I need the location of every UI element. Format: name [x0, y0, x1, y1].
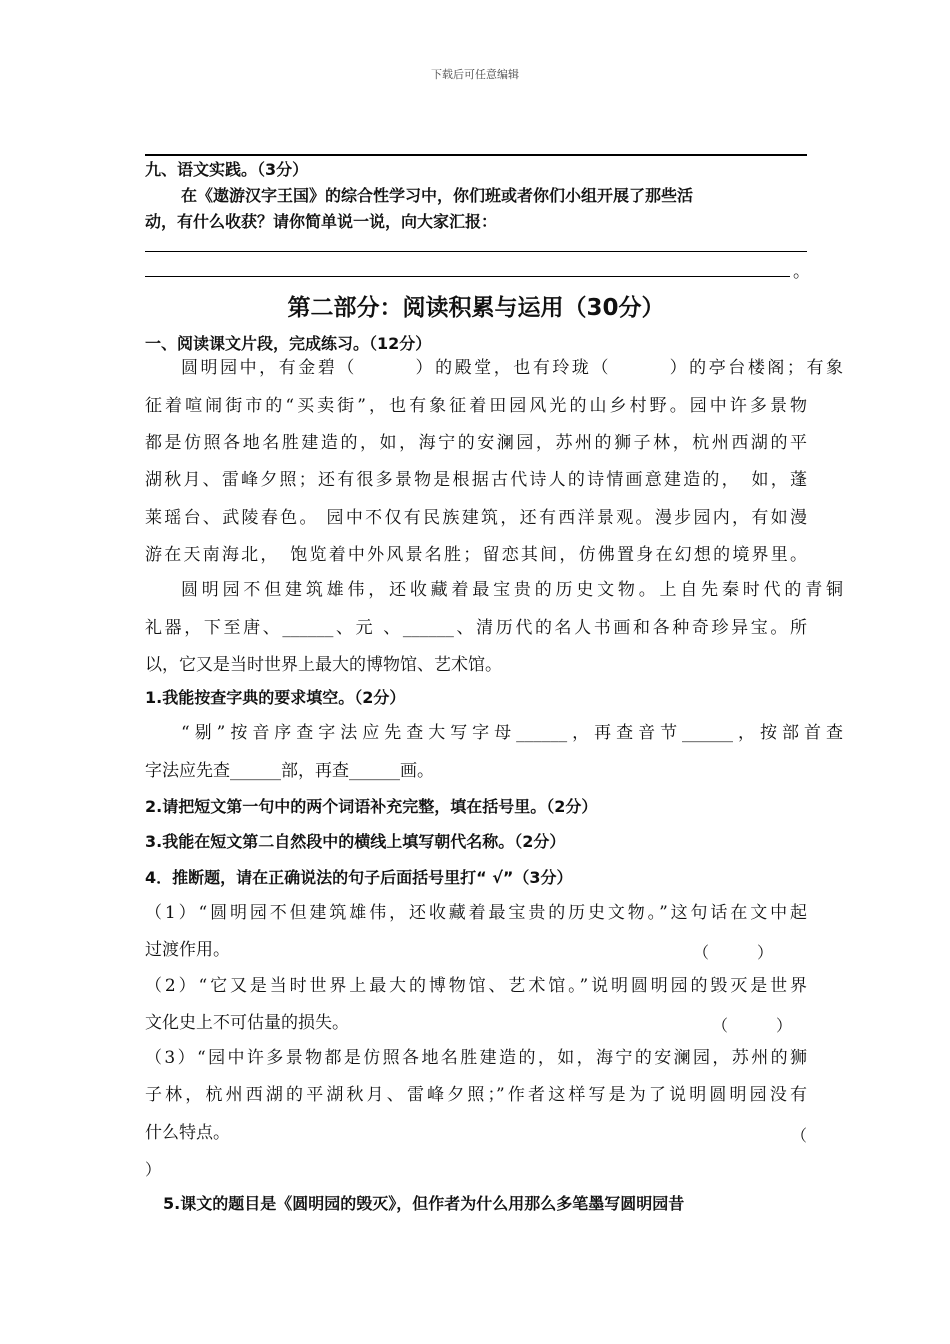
sub4-item1-answer-paren[interactable]: （ ） — [693, 943, 774, 962]
section9-prompt-line2: 动，有什么收获？请你简单说一说，向大家汇报： — [145, 212, 498, 231]
page-header-watermark: 下载后可任意编辑 — [431, 68, 519, 81]
sub4-item3-paren-close[interactable]: ） — [145, 1160, 162, 1179]
answer-line-2[interactable] — [145, 276, 790, 277]
q1-p2-line3: 以，它又是当时世界上最大的博物馆、艺术馆。 — [145, 655, 502, 675]
sub4-item2-answer-paren[interactable]: （ ） — [712, 1016, 793, 1035]
sub4-item2-line2: 文化史上不可估量的损失。 — [145, 1013, 349, 1033]
q1-p1-line2: 征着喧闹街市的“买卖街”，也有象征着田园风光的山乡村野。园中许多景物 — [145, 396, 807, 416]
sub4-item1-line2: 过渡作用。 — [145, 940, 230, 960]
sub5-heading: 5.课文的题目是《圆明园的毁灭》，但作者为什么用那么多笔墨写圆明园昔 — [163, 1194, 685, 1213]
q1-p1-line4: 湖秋月、雷峰夕照；还有很多景物是根据古代诗人的诗情画意建造的， 如，蓬 — [145, 470, 807, 490]
sub4-item3-line3: 什么特点。 — [145, 1123, 230, 1143]
answer-line-1[interactable] — [145, 251, 807, 252]
sub4-item2-line1: （2）“它又是当时世界上最大的博物馆、艺术馆。”说明圆明园的毁灭是世界 — [145, 976, 807, 996]
q1-p2-line1: 圆明园不但建筑雄伟，还收藏着最宝贵的历史文物。上自先秦时代的青铜 — [181, 580, 843, 600]
section9-prompt-line1: 在《遨游汉字王国》的综合性学习中，你们班或者你们小组开展了那些活 — [181, 186, 694, 205]
sub1-line2: 字法应先查______部，再查______画。 — [145, 761, 434, 781]
q1-p2-line2: 礼器，下至唐、______、元 、______、清历代的名人书画和各种奇珍异宝。所 — [145, 618, 807, 638]
answer-end-mark: 。 — [793, 262, 810, 282]
sub4-item3-line1: （3）“园中许多景物都是仿照各地名胜建造的，如，海宁的安澜园，苏州的狮 — [145, 1048, 807, 1068]
sub4-item3-paren-open[interactable]: （ — [791, 1126, 808, 1145]
sub1-line1: “剔”按音序查字法应先查大写字母______，再查音节______，按部首查 — [181, 723, 843, 743]
sub4-item3-line2: 子林，杭州西湖的平湖秋月、雷峰夕照；”作者这样写是为了说明圆明园没有 — [145, 1085, 807, 1105]
q1-p1-line3: 都是仿照各地名胜建造的，如，海宁的安澜园，苏州的狮子林，杭州西湖的平 — [145, 433, 807, 453]
sub4-item1-line1: （1）“圆明园不但建筑雄伟，还收藏着最宝贵的历史文物。”这句话在文中起 — [145, 903, 807, 923]
sub3-heading: 3.我能在短文第二自然段中的横线上填写朝代名称。（2分） — [145, 832, 566, 851]
q1-p1-line6: 游在天南海北， 饱览着中外风景名胜；留恋其间，仿佛置身在幻想的境界里。 — [145, 545, 807, 565]
q1-p1-line5: 莱瑶台、武陵春色。 园中不仅有民族建筑，还有西洋景观。漫步园内，有如漫 — [145, 508, 807, 528]
sub2-heading: 2.请把短文第一句中的两个词语补充完整，填在括号里。（2分） — [145, 797, 598, 816]
sub4-heading: 4．推断题，请在正确说法的句子后面括号里打“ √”（3分） — [145, 868, 573, 887]
top-rule — [145, 154, 807, 156]
q1-heading: 一、阅读课文片段，完成练习。（12分） — [145, 334, 432, 353]
part2-title: 第二部分：阅读积累与运用（30分） — [287, 295, 665, 321]
sub1-heading: 1.我能按查字典的要求填空。（2分） — [145, 688, 406, 707]
q1-p1-line1: 圆明园中，有金碧（ ）的殿堂，也有玲珑（ ）的亭台楼阁；有象 — [181, 358, 843, 378]
section9-heading: 九、语文实践。（3分） — [145, 160, 309, 179]
